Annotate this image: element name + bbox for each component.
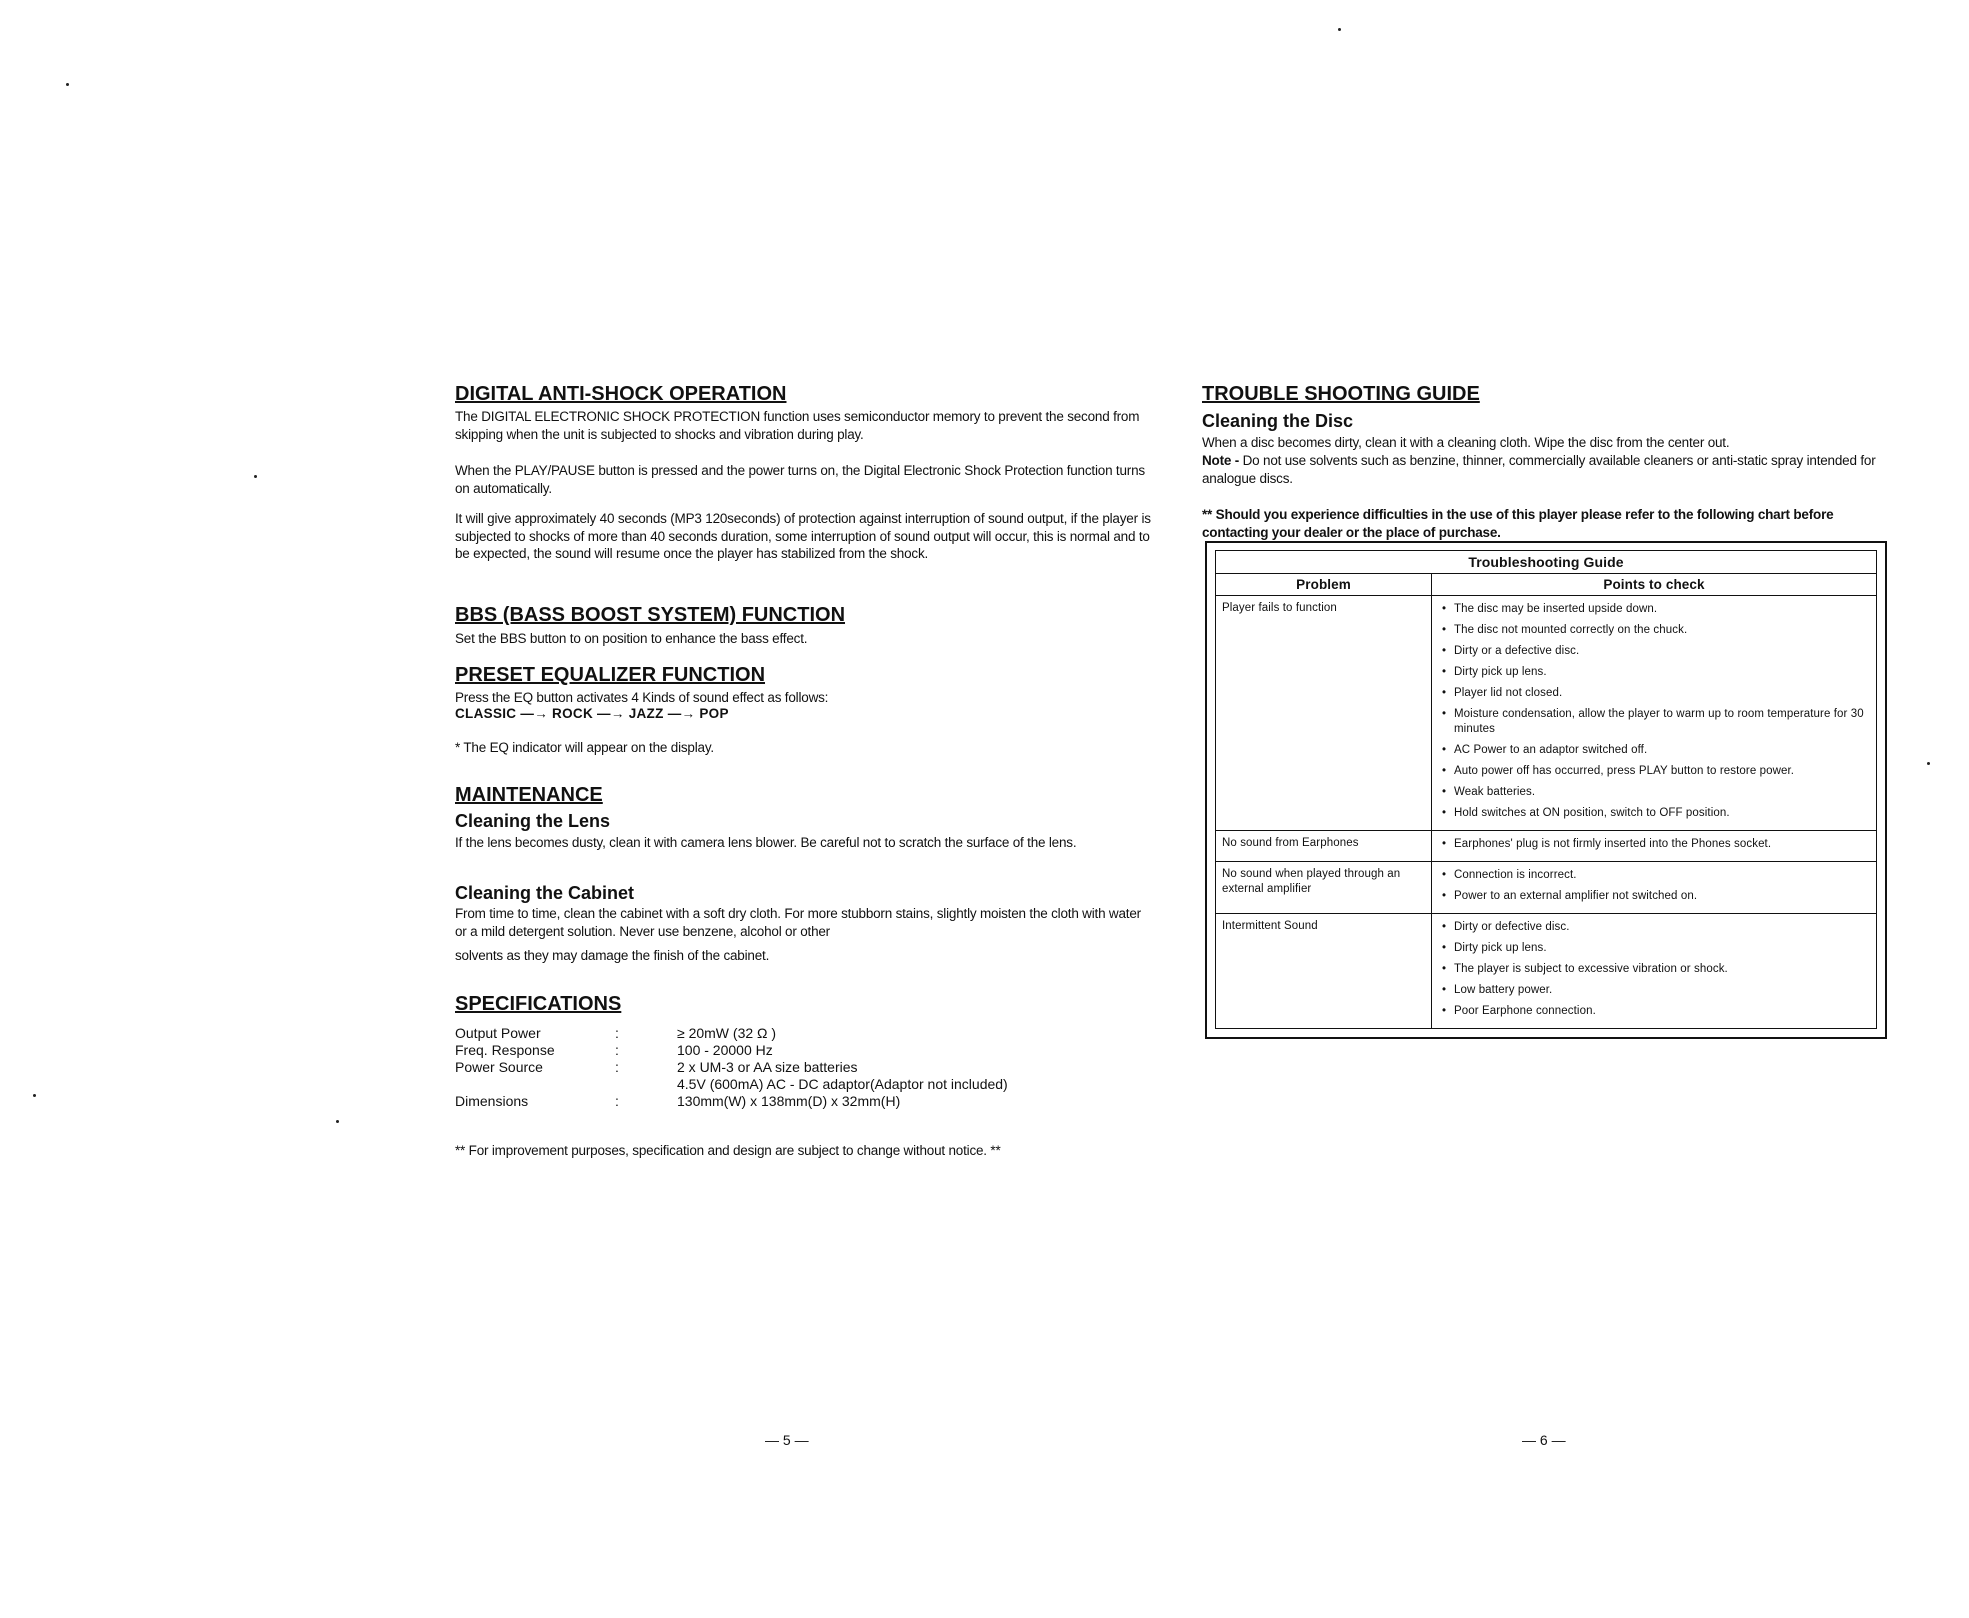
page-number-6: — 6 — bbox=[1522, 1432, 1566, 1448]
problem-cell: Player fails to function bbox=[1216, 596, 1432, 831]
spec-key: Freq. Response bbox=[455, 1042, 555, 1058]
point-item: • Dirty pick up lens. bbox=[1440, 941, 1868, 956]
scan-speck bbox=[336, 1120, 339, 1123]
bbs-paragraph: Set the BBS button to on position to enhance the bass effect. bbox=[455, 631, 808, 646]
point-item: • Low battery power. bbox=[1440, 983, 1868, 998]
cleaning-cabinet-paragraph-1: From time to time, clean the cabinet with a soft dry cloth. For more stubborn stains, slightly moisten the cloth with water or a mild detergent solution. Never use benzene, alcohol or other bbox=[455, 906, 1141, 939]
anti-shock-paragraph-1: The DIGITAL ELECTRONIC SHOCK PROTECTION function uses semiconductor memory to prevent the second from skipping when the unit is subjected to shocks and vibration during play. bbox=[455, 409, 1140, 442]
note-text: Do not use solvents such as benzine, thinner, commercially available cleaners or anti-static spray intended for analogue discs. bbox=[1202, 453, 1876, 486]
point-item: • Poor Earphone connection. bbox=[1440, 1004, 1868, 1019]
table-row bbox=[1216, 596, 1877, 831]
spec-key: Dimensions bbox=[455, 1093, 529, 1109]
scan-speck bbox=[33, 1094, 36, 1097]
spec-value: 2 x UM-3 or AA size batteries bbox=[677, 1059, 858, 1075]
point-item: • Moisture condensation, allow the player to warm up to room temperature for 30 minutes bbox=[1440, 707, 1868, 737]
specifications-note: ** For improvement purposes, specification and design are subject to change without notice. ** bbox=[455, 1143, 1001, 1158]
spec-value: 100 - 20000 Hz bbox=[677, 1042, 773, 1058]
spec-colon: : bbox=[615, 1025, 619, 1041]
scan-speck bbox=[254, 475, 257, 478]
points-cell bbox=[1432, 596, 1877, 831]
point-item: • The disc may be inserted upside down. bbox=[1440, 602, 1868, 617]
note-label: Note - bbox=[1202, 453, 1240, 468]
point-item: • The player is subject to excessive vibration or shock. bbox=[1440, 962, 1868, 977]
spec-value: 4.5V (600mA) AC - DC adaptor(Adaptor not included) bbox=[677, 1076, 1008, 1092]
spec-row bbox=[455, 1076, 1137, 1093]
column-header-problem: Problem bbox=[1216, 574, 1432, 596]
problem-cell: Intermittent Sound bbox=[1216, 914, 1432, 1029]
cleaning-cabinet-title: Cleaning the Cabinet bbox=[455, 883, 635, 903]
anti-shock-paragraph-2: When the PLAY/PAUSE button is pressed and the power turns on, the Digital Electronic Shock Protection function turns on automatically. bbox=[455, 463, 1145, 496]
scan-speck bbox=[1338, 28, 1341, 31]
spec-key bbox=[455, 1076, 615, 1093]
troubleshooting-table bbox=[1215, 550, 1877, 1029]
eq-sequence: CLASSIC —→ ROCK —→ JAZZ —→ POP bbox=[455, 706, 729, 721]
points-cell bbox=[1432, 862, 1877, 914]
points-cell bbox=[1432, 831, 1877, 862]
table-caption: Troubleshooting Guide bbox=[1216, 551, 1877, 574]
point-item: • Connection is incorrect. bbox=[1440, 868, 1868, 883]
point-item: • The disc not mounted correctly on the chuck. bbox=[1440, 623, 1868, 638]
column-header-points: Points to check bbox=[1432, 574, 1877, 596]
eq-paragraph: Press the EQ button activates 4 Kinds of sound effect as follows: bbox=[455, 690, 829, 705]
trouble-shooting-title: TROUBLE SHOOTING GUIDE bbox=[1202, 383, 1480, 405]
cleaning-lens-paragraph: If the lens becomes dusty, clean it with camera lens blower. Be careful not to scratch the surface of the lens. bbox=[455, 835, 1077, 850]
spec-row bbox=[455, 1059, 1137, 1076]
point-item: • Weak batteries. bbox=[1440, 785, 1868, 800]
scan-speck bbox=[66, 83, 69, 86]
point-item: • AC Power to an adaptor switched off. bbox=[1440, 743, 1868, 758]
eq-title: PRESET EQUALIZER FUNCTION bbox=[455, 664, 766, 686]
cleaning-disc-paragraph: When a disc becomes dirty, clean it with a cleaning cloth. Wipe the disc from the center out. bbox=[1202, 435, 1730, 450]
point-item: • Dirty pick up lens. bbox=[1440, 665, 1868, 680]
maintenance-title: MAINTENANCE bbox=[455, 784, 603, 806]
spec-colon bbox=[615, 1076, 677, 1093]
problem-cell: No sound when played through an external amplifier bbox=[1216, 862, 1432, 914]
anti-shock-paragraph-3: It will give approximately 40 seconds (MP3 120seconds) of protection against interruption of sound output, if the player is subjected to shocks of more than 40 seconds duration, some interruption of sound output will occur, this is normal and to be expected, the sound will resume once the player has stabilized from the shock. bbox=[455, 511, 1151, 561]
spec-colon: : bbox=[615, 1059, 619, 1075]
scan-speck bbox=[1927, 762, 1930, 765]
point-item: • Auto power off has occurred, press PLAY button to restore power. bbox=[1440, 764, 1868, 779]
table-row bbox=[1216, 914, 1877, 1029]
point-item: • Dirty or a defective disc. bbox=[1440, 644, 1868, 659]
spec-key: Power Source bbox=[455, 1059, 543, 1075]
point-item: • Hold switches at ON position, switch to OFF position. bbox=[1440, 806, 1868, 821]
spec-value: ≥ 20mW (32 Ω ) bbox=[677, 1025, 777, 1041]
cleaning-disc-note bbox=[1202, 452, 1902, 487]
cleaning-disc-title: Cleaning the Disc bbox=[1202, 411, 1354, 431]
spec-row bbox=[455, 1042, 1137, 1059]
problem-cell: No sound from Earphones bbox=[1216, 831, 1432, 862]
eq-note: * The EQ indicator will appear on the display. bbox=[455, 740, 714, 755]
point-item: • Dirty or defective disc. bbox=[1440, 920, 1868, 935]
point-item: • Earphones' plug is not firmly inserted into the Phones socket. bbox=[1440, 837, 1868, 852]
bbs-title: BBS (BASS BOOST SYSTEM) FUNCTION bbox=[455, 604, 846, 626]
spec-row bbox=[455, 1093, 1137, 1110]
advice-text: ** Should you experience difficulties in the use of this player please refer to the following chart before contacting your dealer or the place of purchase. bbox=[1202, 507, 1834, 540]
table-row bbox=[1216, 862, 1877, 914]
troubleshooting-table-frame bbox=[1205, 541, 1887, 1039]
spec-key: Output Power bbox=[455, 1025, 541, 1041]
points-cell bbox=[1432, 914, 1877, 1029]
point-item: • Player lid not closed. bbox=[1440, 686, 1868, 701]
cleaning-lens-title: Cleaning the Lens bbox=[455, 811, 611, 831]
page-number-5: — 5 — bbox=[765, 1432, 809, 1448]
spec-row bbox=[455, 1025, 1137, 1042]
table-row bbox=[1216, 831, 1877, 862]
specifications-title: SPECIFICATIONS bbox=[455, 993, 622, 1015]
anti-shock-title: DIGITAL ANTI-SHOCK OPERATION bbox=[455, 383, 787, 405]
spec-colon: : bbox=[615, 1042, 619, 1058]
cleaning-cabinet-paragraph-2: solvents as they may damage the finish of the cabinet. bbox=[455, 948, 770, 963]
specifications-list bbox=[455, 1025, 1137, 1110]
spec-value: 130mm(W) x 138mm(D) x 32mm(H) bbox=[677, 1093, 901, 1109]
spec-colon: : bbox=[615, 1093, 619, 1109]
point-item: • Power to an external amplifier not switched on. bbox=[1440, 889, 1868, 904]
